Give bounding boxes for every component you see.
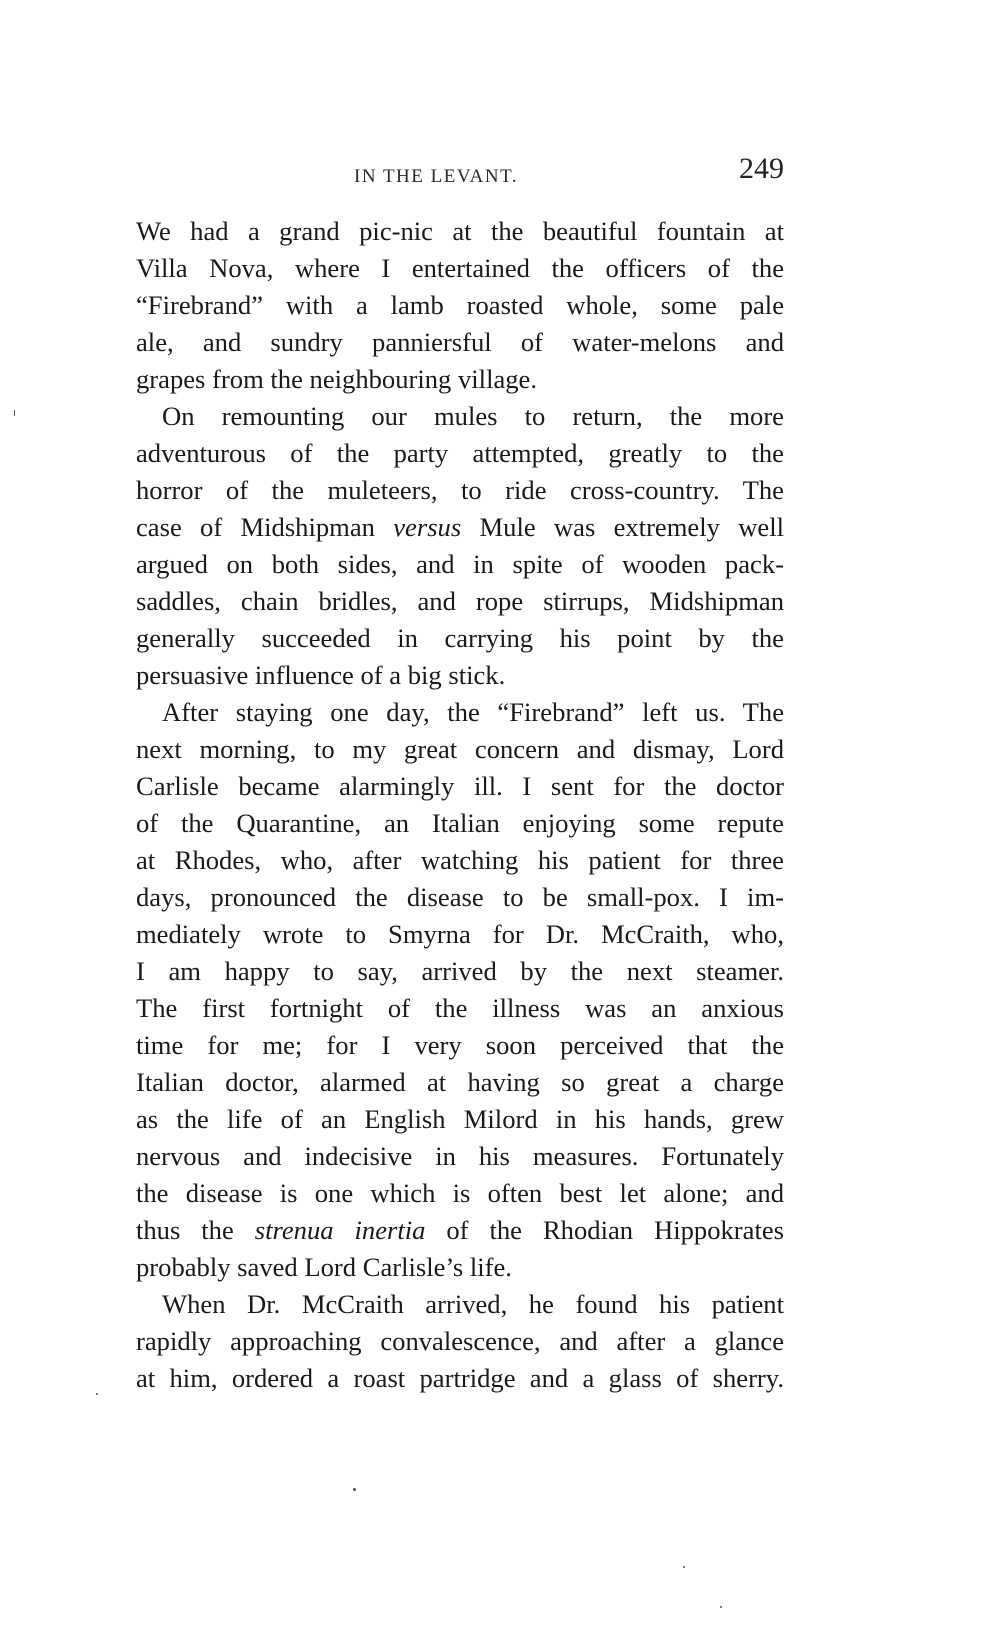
text-line: We had a grand pic-nic at the beautiful fountain at xyxy=(136,216,784,246)
scan-speck xyxy=(720,1606,722,1608)
text-line: saddles, chain bridles, and rope stirrups, Midshipman xyxy=(136,586,784,616)
text-line: nervous and indecisive in his measures. Fortunately xyxy=(136,1141,784,1171)
text-line: grapes from the neighbouring village. xyxy=(136,364,538,394)
text-segment: thus the xyxy=(136,1215,255,1245)
text-line: Villa Nova, where I entertained the officers of the xyxy=(136,253,784,283)
text-line: argued on both sides, and in spite of wooden pack- xyxy=(136,549,784,579)
text-line: adventurous of the party attempted, greatly to the xyxy=(136,438,784,468)
text-line: mediately wrote to Smyrna for Dr. McCraith, who, xyxy=(136,919,784,949)
text-line: I am happy to say, arrived by the next steamer. xyxy=(136,956,784,986)
italic-phrase: strenua inertia xyxy=(254,1215,426,1245)
text-line: When Dr. McCraith arrived, he found his patient xyxy=(162,1289,784,1319)
text-line: the disease is one which is often best let alone; and xyxy=(136,1178,784,1208)
text-line: of the Quarantine, an Italian enjoying some repute xyxy=(136,808,784,838)
page-header xyxy=(134,152,784,196)
text-line: next morning, to my great concern and dismay, Lord xyxy=(136,734,784,764)
body-text xyxy=(136,213,784,1397)
text-segment: of the Rhodian Hippokrates xyxy=(425,1215,784,1245)
text-line: Italian doctor, alarmed at having so great a charge xyxy=(136,1067,784,1097)
text-line: ale, and sundry panniersful of water-melons and xyxy=(136,327,784,357)
text-line: The first fortnight of the illness was an anxious xyxy=(136,993,784,1023)
scan-speck xyxy=(353,1488,356,1491)
text-line: rapidly approaching convalescence, and after a glance xyxy=(136,1326,784,1356)
text-segment: case of Midshipman xyxy=(136,512,394,542)
text-line xyxy=(136,509,784,546)
page-number: 249 xyxy=(739,152,784,185)
text-line: probably saved Lord Carlisle’s life. xyxy=(136,1252,512,1282)
scan-speck xyxy=(683,1566,685,1568)
text-line: horror of the muleteers, to ride cross-country. The xyxy=(136,475,784,505)
text-line: After staying one day, the “Firebrand” left us. The xyxy=(162,697,784,727)
text-line: persuasive influence of a big stick. xyxy=(136,660,506,690)
scan-speck xyxy=(96,1393,98,1395)
scan-speck xyxy=(14,410,15,416)
running-title: IN THE LEVANT. xyxy=(354,166,519,187)
text-line: as the life of an English Milord in his hands, grew xyxy=(136,1104,784,1134)
text-line: at Rhodes, who, after watching his patient for three xyxy=(136,845,784,875)
text-line: generally succeeded in carrying his point by the xyxy=(136,623,784,653)
text-line: On remounting our mules to return, the more xyxy=(162,401,784,431)
text-segment: Mule was extremely well xyxy=(461,512,784,542)
text-line: “Firebrand” with a lamb roasted whole, some pale xyxy=(136,290,784,320)
text-line: Carlisle became alarmingly ill. I sent for the doctor xyxy=(136,771,784,801)
text-line: time for me; for I very soon perceived that the xyxy=(136,1030,784,1060)
text-line: at him, ordered a roast partridge and a glass of sherry. xyxy=(136,1363,784,1393)
text-line xyxy=(136,1212,784,1249)
italic-phrase: versus xyxy=(393,512,462,542)
text-line: days, pronounced the disease to be small-pox. I im- xyxy=(136,882,784,912)
